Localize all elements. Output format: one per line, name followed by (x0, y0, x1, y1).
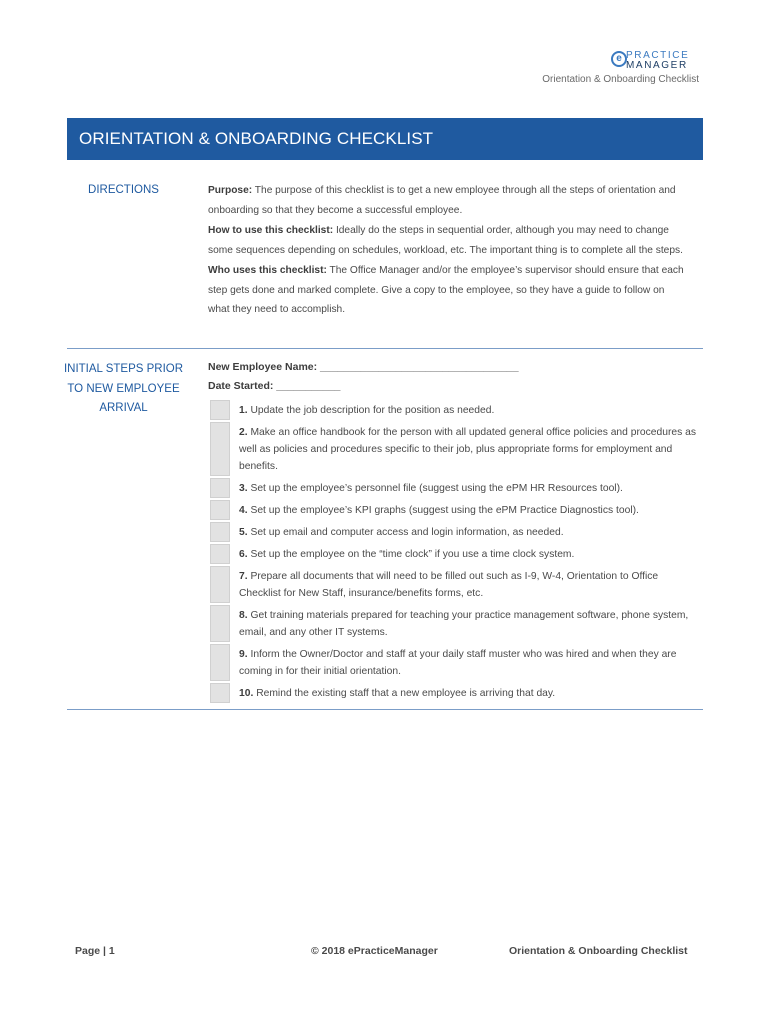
item-number: 10. (239, 688, 254, 699)
paragraph-text: The purpose of this checklist is to get a new employee through all the steps of orientation and onboarding so that they become a successful employee. (208, 185, 676, 216)
checklist-item-text (239, 683, 555, 703)
checkbox[interactable] (210, 522, 230, 542)
title-bar (67, 118, 703, 160)
checklist-item (210, 522, 702, 542)
checklist-item (210, 400, 702, 420)
section-divider (67, 709, 703, 710)
checklist-item (210, 566, 702, 603)
checkbox[interactable] (210, 566, 230, 603)
directions-paragraph (208, 221, 688, 260)
checklist (210, 400, 702, 705)
initial-steps-label-line: ARRIVAL (99, 402, 148, 414)
checklist-item-text (239, 644, 702, 681)
paragraph-heading: How to use this checklist: (208, 225, 334, 236)
initial-steps-label (62, 360, 185, 419)
item-number: 5. (239, 527, 248, 538)
item-description: Set up the employee’s personnel file (suggest using the ePM HR Resources tool). (247, 483, 623, 494)
checklist-item (210, 478, 702, 498)
item-description: Update the job description for the position as needed. (247, 405, 495, 416)
checklist-item (210, 605, 702, 642)
item-number: 2. (239, 427, 248, 438)
checkbox[interactable] (210, 683, 230, 703)
checkbox[interactable] (210, 500, 230, 520)
item-number: 6. (239, 549, 248, 560)
header-subtitle: Orientation & Onboarding Checklist (542, 74, 699, 85)
checkbox[interactable] (210, 422, 230, 476)
paragraph-heading: Purpose: (208, 185, 253, 196)
checklist-item (210, 683, 702, 703)
checklist-item (210, 544, 702, 564)
footer-copyright: © 2018 ePracticeManager (311, 945, 438, 957)
checkbox[interactable] (210, 544, 230, 564)
item-description: Inform the Owner/Doctor and staff at your daily staff muster who was hired and when they are coming in for their initial orientation. (239, 649, 677, 677)
checklist-item-text (239, 605, 702, 642)
checklist-item-text (239, 522, 564, 542)
footer-page-number: Page | 1 (75, 945, 115, 957)
checklist-item-text (239, 500, 639, 520)
checkbox[interactable] (210, 400, 230, 420)
section-divider (67, 348, 703, 349)
checklist-item (210, 644, 702, 681)
item-description: Set up the employee on the “time clock” if you use a time clock system. (247, 549, 575, 560)
logo-text-line2: MANAGER (626, 60, 688, 71)
checklist-item-text (239, 566, 702, 603)
item-description: Make an office handbook for the person with all updated general office policies and procedures as well as policies and procedures specific to their job, plus appropriate forms for employment and benefits. (239, 427, 696, 472)
logo-mark-icon: e (611, 51, 627, 67)
date-started-field[interactable]: Date Started: ___________ (208, 380, 341, 392)
checklist-item-text (239, 400, 494, 420)
directions-paragraph (208, 261, 688, 320)
item-number: 8. (239, 610, 248, 621)
paragraph-text: Ideally do the steps in sequential order, although you may need to change some sequences depending on schedules, workload, etc. The important thing is to complete all the steps. (208, 225, 683, 256)
logo-text-line1: PRACTICE (626, 50, 690, 61)
checkbox[interactable] (210, 644, 230, 681)
checkbox[interactable] (210, 478, 230, 498)
footer-doc-title: Orientation & Onboarding Checklist (509, 945, 688, 957)
item-number: 4. (239, 505, 248, 516)
checklist-item-text (239, 478, 623, 498)
item-description: Remind the existing staff that a new employee is arriving that day. (253, 688, 556, 699)
directions-label: DIRECTIONS (88, 184, 159, 196)
page-title: ORIENTATION & ONBOARDING CHECKLIST (79, 129, 434, 148)
paragraph-text: The Office Manager and/or the employee’s supervisor should ensure that each step gets done and marked complete. Give a copy to the employee, so they have a guide to follow on what they need to accomplish. (208, 265, 684, 315)
initial-steps-label-line: TO NEW EMPLOYEE (67, 382, 180, 395)
item-number: 7. (239, 571, 248, 582)
paragraph-heading: Who uses this checklist: (208, 265, 327, 276)
checklist-item (210, 422, 702, 476)
checklist-item-text (239, 544, 574, 564)
directions-paragraph (208, 181, 688, 220)
item-number: 1. (239, 405, 248, 416)
checklist-item (210, 500, 702, 520)
initial-steps-label-line: INITIAL STEPS PRIOR (63, 363, 184, 375)
employee-name-field[interactable]: New Employee Name: __________________________________ (208, 361, 519, 373)
checkbox[interactable] (210, 605, 230, 642)
item-number: 9. (239, 649, 248, 660)
item-number: 3. (239, 483, 248, 494)
checklist-item-text (239, 422, 702, 476)
directions-body (208, 181, 688, 321)
item-description: Set up email and computer access and login information, as needed. (247, 527, 564, 538)
item-description: Prepare all documents that will need to be filled out such as I-9, W-4, Orientation to Office Checklist for New Staff, insurance/benefits forms, etc. (239, 571, 659, 599)
item-description: Get training materials prepared for teaching your practice management software, phone system, email, and any other IT systems. (239, 610, 689, 638)
item-description: Set up the employee’s KPI graphs (suggest using the ePM Practice Diagnostics tool). (247, 505, 639, 516)
